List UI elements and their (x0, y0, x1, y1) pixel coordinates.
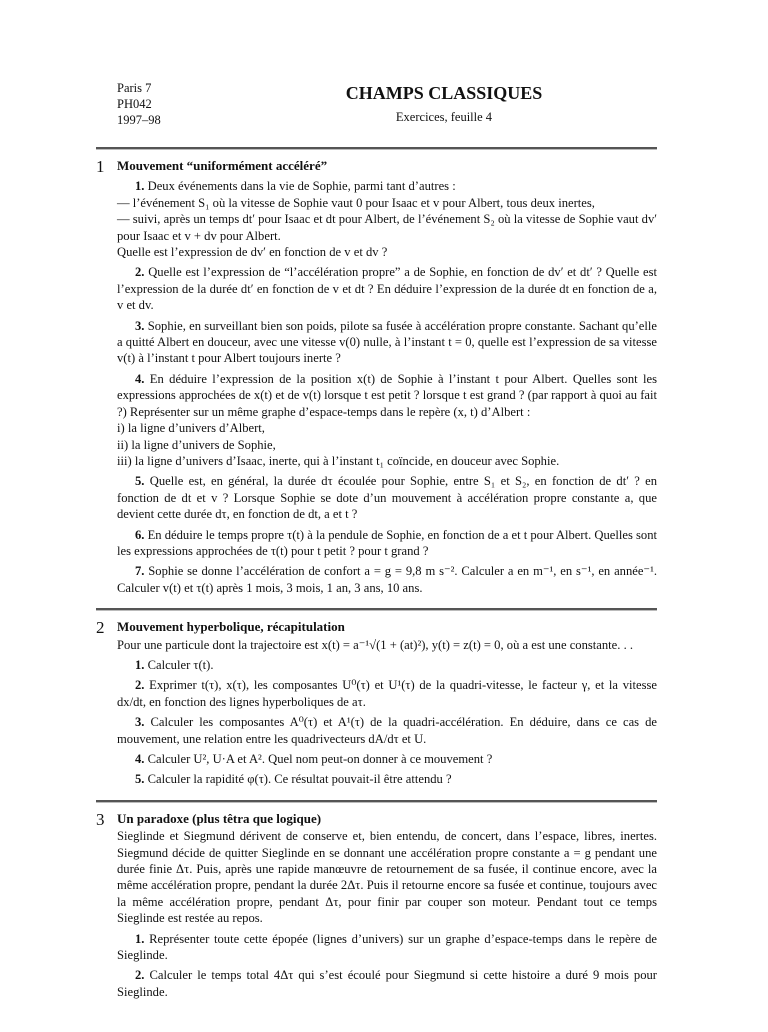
question-number: 1. (135, 931, 145, 946)
exercise-paragraph (117, 931, 657, 964)
question-number: 5. (135, 772, 145, 787)
page-title: CHAMPS CLASSIQUES (345, 83, 543, 103)
exercise-paragraph (117, 318, 657, 367)
exercise-paragraph (117, 453, 657, 469)
paragraph-text: Sieglinde et Siegmund dérivent de conserve et, bien entendu, de concert, dans l’espace, libres, inertes. Siegmund décide de quitter Sieglinde en se donnant une accélération propre constante a = g pendant une durée finie Δτ. Puis, après une rapide manœuvre de retournement de sa fusée, il continue encore, avec la même accélération propre, pendant la durée 2Δτ. Puis il retourne encore sa fusée et continue, toujours avec la même accélération propre, pendant Δτ, pour finir par couper son moteur. Pendant tout ce temps Sieglinde est restée au repos. (117, 829, 657, 926)
paragraph-text: Quelle est l’expression de “l’accélération propre” a de Sophie, en fonction de dv′ et dt′ ? Quelle est l’expression de la durée dt′ en fonction de v et dt ? En déduire l’expression de la durée dt en fonction de a, v et dv. (117, 265, 657, 313)
exercise-paragraph (117, 714, 657, 747)
page-subtitle: Exercices, feuille 4 (395, 110, 493, 124)
paragraph-text: Calculer τ(t). (144, 657, 214, 672)
paragraph-text: i) la ligne d’univers d’Albert, (117, 421, 265, 436)
page-header (0, 0, 768, 147)
section-title: Mouvement hyperbolique, récapitulation (117, 619, 345, 635)
paragraph-text: Calculer le temps total 4Δτ qui s’est écoulé pour Siegmund si cette histoire a duré 9 mois pour Sieglinde. (117, 968, 657, 999)
question-number: 1. (135, 179, 145, 194)
section-block (96, 800, 657, 1000)
section-number: 1 (96, 157, 105, 176)
section-divider (96, 608, 657, 611)
exercise-paragraph (117, 751, 657, 767)
paragraph-text: Pour une particule dont la trajectoire est x(t) = a⁻¹√(1 + (at)²), y(t) = z(t) = 0, où a est une constante. . . (117, 637, 634, 652)
exercise-paragraph (117, 371, 657, 420)
paragraph-text: Calculer la rapidité φ(τ). Ce résultat pouvait-il être attendu ? (144, 772, 452, 787)
exercise-paragraph (117, 178, 657, 194)
exercise-paragraph (117, 195, 657, 211)
section-2 (96, 618, 657, 788)
paragraph-text: — l’événement S₁ où la vitesse de Sophie vaut 0 pour Isaac et v pour Albert, tous deux inertes, (117, 195, 595, 210)
exercise-paragraph (117, 527, 657, 560)
question-number: 6. (135, 527, 145, 542)
exercise-paragraph (117, 828, 657, 926)
section-divider (96, 147, 657, 150)
section-1 (96, 157, 657, 596)
section-title: Mouvement “uniformément accéléré” (117, 158, 328, 173)
exercise-paragraph (117, 437, 657, 453)
exercise-paragraph (117, 677, 657, 710)
academic-year: 1997–98 (117, 113, 161, 127)
paragraph-text: Calculer U², U·A et A². Quel nom peut-on donner à ce mouvement ? (144, 752, 493, 766)
section-title: Un paradoxe (plus têtra que logique) (117, 810, 322, 826)
section-number: 3 (96, 809, 105, 829)
paragraph-text: Quelle est, en général, la durée dτ écoulée pour Sophie, entre S₁ et S₂, en fonction de dt′ ? en fonction de dt et v ? Lorsque Sophie se dote d’un mouvement à accélération propre constante a, que devient cette durée dτ, en fonction de dt, a et t ? (117, 474, 657, 522)
exercise-paragraph (117, 771, 657, 787)
paragraph-text: — suivi, après un temps dt′ pour Isaac et dt pour Albert, de l’événement S₂ où la vitesse de Sophie vaut dv′ pour Isaac et v + dv pour Albert. (117, 212, 657, 243)
question-number: 5. (135, 474, 145, 489)
paragraph-text: Représenter toute cette épopée (lignes d’univers) sur un graphe d’espace-temps dans le repère de Sieglinde. (117, 931, 657, 963)
paragraph-text: Deux événements dans la vie de Sophie, parmi tant d’autres : (144, 179, 456, 194)
exercise-paragraph (117, 211, 657, 244)
paragraph-text: ii) la ligne d’univers de Sophie, (117, 437, 276, 452)
question-number: 3. (135, 715, 145, 730)
paragraph-text: En déduire le temps propre τ(t) à la pendule de Sophie, en fonction de a et t pour Albert. Quelles sont les expressions approchées de τ(t) pour t petit ? pour t grand ? (117, 527, 657, 558)
question-number: 2. (135, 265, 145, 280)
paragraph-text: Sophie, en surveillant bien son poids, pilote sa fusée à accélération propre constante. Sachant qu’elle a quitté Albert en douceur, avec une vitesse v(0) nulle, à l’instant t = 0, quelle est l’expression de sa vitesse v(t) à l’instant t pour Albert toujours inerte ? (117, 318, 657, 366)
course-code: PH042 (117, 97, 152, 111)
exercise-paragraph (117, 420, 657, 436)
paragraph-text: iii) la ligne d’univers d’Isaac, inerte, qui à l’instant t₁ coïncide, en douceur avec Sophie. (117, 453, 560, 468)
paragraph-text: En déduire l’expression de la position x(t) de Sophie à l’instant t pour Albert. Quelles sont les expressions approchées de x(t) et de v(t) lorsque t est petit ? lorsque t est grand ? (par rapport à quoi au fait ?) Représenter sur un même graphe d’espace-temps dans le repère (x, t) d’Albert : (117, 371, 657, 419)
exercise-paragraph (117, 637, 657, 653)
question-number: 4. (135, 371, 145, 386)
question-number: 2. (135, 968, 145, 983)
question-number: 2. (135, 678, 145, 693)
exercise-paragraph (117, 473, 657, 522)
question-number: 3. (135, 318, 145, 333)
exercise-paragraph (117, 264, 657, 313)
paragraph-text: Exprimer t(τ), x(τ), les composantes U⁰(τ) et U¹(τ) de la quadri-vitesse, le facteur γ, et la vitesse dx/dt, en fonction des lignes hyperboliques de aτ. (117, 678, 657, 709)
question-number: 1. (135, 657, 145, 672)
question-number: 7. (135, 564, 145, 579)
exercise-paragraph (117, 657, 657, 673)
exercise-paragraph (117, 244, 657, 260)
paragraph-text: Calculer les composantes A⁰(τ) et A¹(τ) de la quadri-accélération. En déduire, dans ce cas de mouvement, une relation entre les quadrivecteurs dA/dτ et U. (117, 715, 657, 746)
question-number: 4. (135, 752, 145, 766)
exercise-paragraph (117, 563, 657, 596)
section-block (96, 608, 657, 788)
university: Paris 7 (117, 81, 152, 95)
section-divider (96, 800, 657, 803)
exercise-paragraph (117, 967, 657, 1000)
section-number: 2 (96, 618, 105, 638)
paragraph-text: Quelle est l’expression de dv′ en fonction de v et dv ? (117, 245, 388, 260)
section-block (96, 147, 657, 596)
section-3 (96, 809, 657, 1000)
paragraph-text: Sophie se donne l’accélération de confort a = g = 9,8 m s⁻². Calculer a en m⁻¹, en s⁻¹, en année⁻¹. Calculer v(t) et τ(t) après 1 mois, 3 mois, 1 an, 3 ans, 10 ans. (117, 564, 657, 595)
